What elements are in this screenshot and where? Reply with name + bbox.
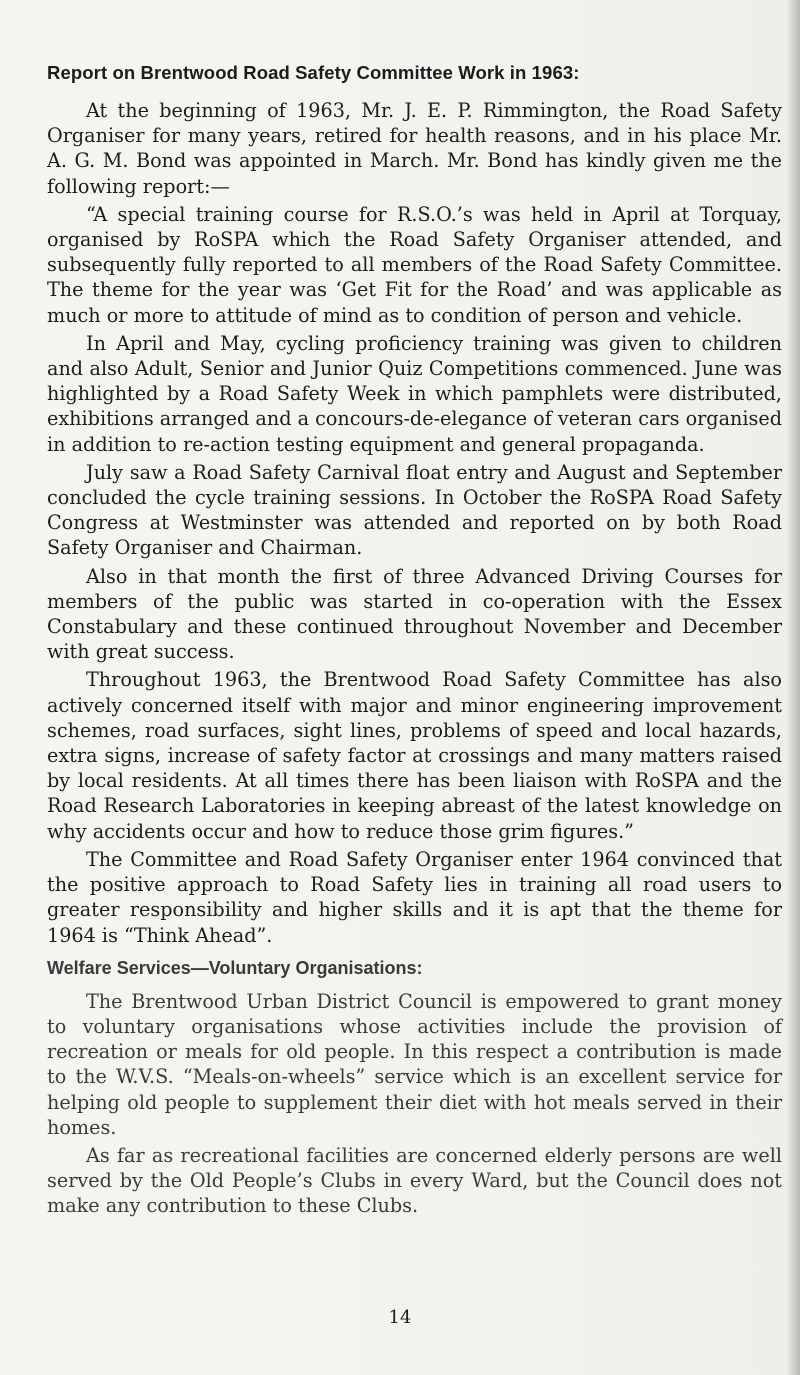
report-paragraph: In April and May, cycling proficiency training was given to children and also Adult, Senior and Junior Quiz Competitions commenced. June was highlighted by a Road Safety Week in which pamphlets were distributed, exhibitions arranged and a concours-de-elegance of veteran cars organised in addition to re-action testing equipment and general propaganda. xyxy=(47,331,782,456)
page-edge-shadow xyxy=(786,0,800,1375)
report-paragraph: Also in that month the first of three Advanced Driving Courses for members of the public was started in co-operation with the Essex Constabulary and these continued throughout November and December with great success. xyxy=(47,564,782,664)
report-paragraph: At the beginning of 1963, Mr. J. E. P. Rimmington, the Road Safety Organiser for many years, retired for health reasons, and in his place Mr. A. G. M. Bond was appointed in March. Mr. Bond has kindly given me the following report:— xyxy=(47,99,782,198)
page-content xyxy=(47,62,782,1222)
report-paragraph: Throughout 1963, the Brentwood Road Safety Committee has also actively concerned itself with major and minor engineering improvement schemes, road surfaces, sight lines, problems of speed and local hazards, extra signs, increase of safety factor at crossings and many matters raised by local residents. At all times there has been liaison with RoSPA and the Road Research Laboratories in keeping abreast of the latest knowledge on why accidents occur and how to reduce those grim figures.” xyxy=(47,668,782,843)
welfare-heading: Welfare Services—Voluntary Organisations: xyxy=(47,957,423,978)
welfare-paragraph: As far as recreational facilities are concerned elderly persons are well served by the Old People’s Clubs in every Ward, but the Council does not make any contribution to these Clubs. xyxy=(47,1143,782,1218)
report-paragraph: “A special training course for R.S.O.’s was held in April at Torquay, organised by RoSPA which the Road Safety Organiser attended, and subsequently fully reported to all members of the Road Safety Committee. The theme for the year was ‘Get Fit for the Road’ and was applicable as much or more to attitude of mind as to condition of person and vehicle. xyxy=(47,202,782,327)
report-paragraph: The Committee and Road Safety Organiser enter 1964 convinced that the positive approach to Road Safety lies in training all road users to greater responsibility and higher skills and it is apt that the theme for 1964 is “Think Ahead”. xyxy=(47,847,782,947)
page-number: 14 xyxy=(388,1307,412,1328)
report-paragraph: July saw a Road Safety Carnival float entry and August and September concluded the cycle training sessions. In October the RoSPA Road Safety Congress at Westminster was attended and reported on by both Road Safety Organiser and Chairman. xyxy=(47,460,782,560)
report-heading: Report on Brentwood Road Safety Committee Work in 1963: xyxy=(47,62,580,83)
welfare-paragraph: The Brentwood Urban District Council is empowered to grant money to voluntary organisations whose activities include the provision of recreation or meals for old people. In this respect a contribution is made to the W.V.S. “Meals-on-wheels” service which is an excellent service for helping old people to supplement their diet with hot meals served in their homes. xyxy=(47,989,782,1139)
